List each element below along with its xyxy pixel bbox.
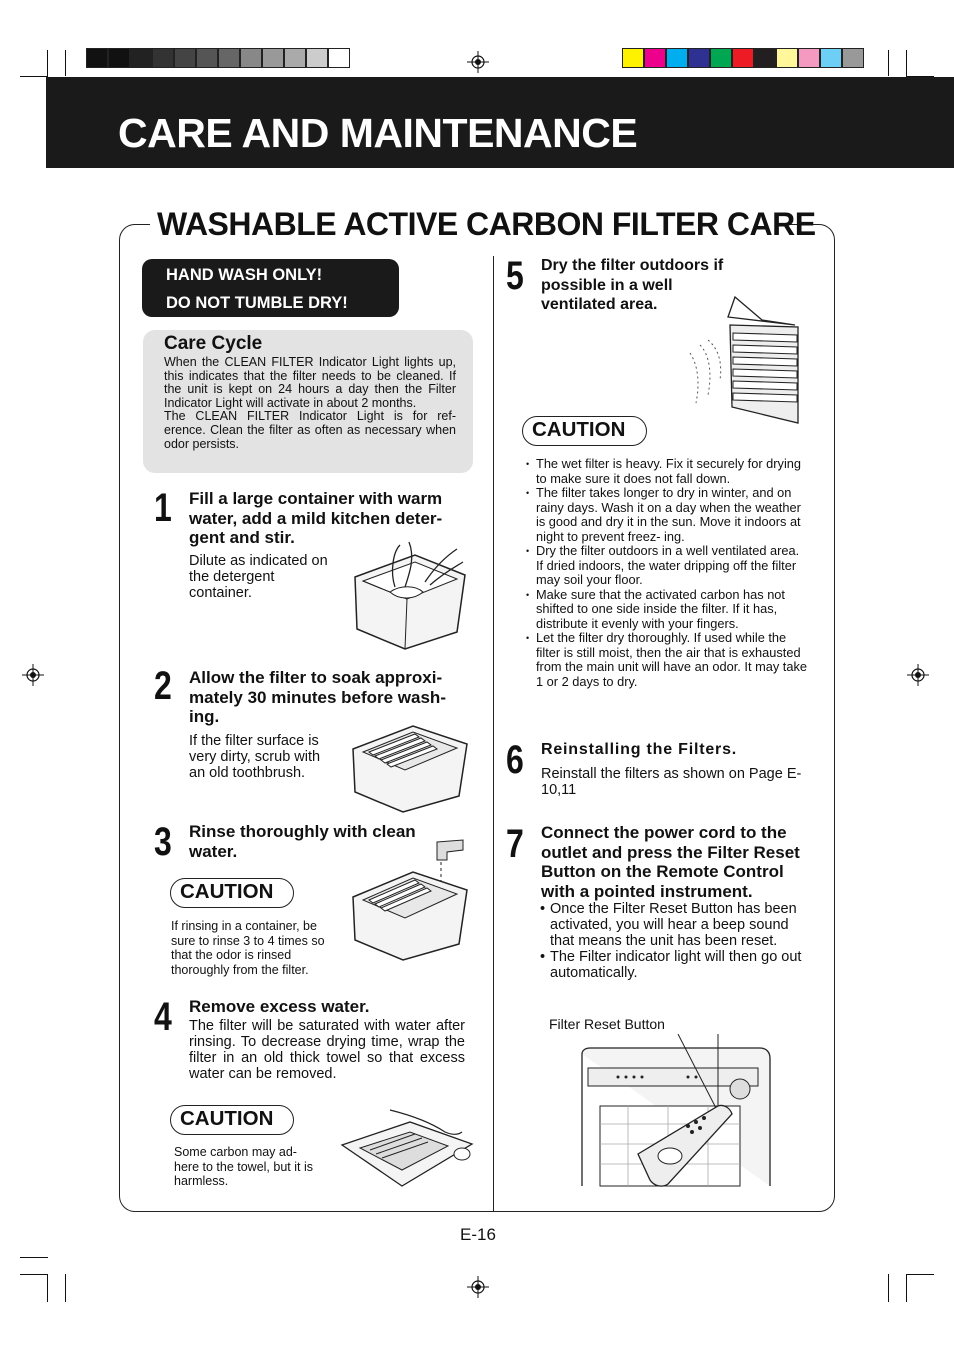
color-swatch bbox=[196, 48, 218, 68]
care-cycle-title: Care Cycle bbox=[164, 333, 263, 354]
color-swatch bbox=[174, 48, 196, 68]
color-swatch bbox=[284, 48, 306, 68]
color-swatch bbox=[798, 48, 820, 68]
caution-bullet: • Make sure that the activated carbon has not shifted to one side inside the filter. If it has, distribute it evenly with your fingers. bbox=[526, 588, 808, 632]
crop-mark bbox=[47, 1274, 48, 1302]
step-body: Reinstall the filters as shown on Page E-10,11 bbox=[541, 766, 802, 798]
color-swatch bbox=[644, 48, 666, 68]
column-divider bbox=[493, 256, 494, 1211]
registration-mark-icon bbox=[467, 51, 489, 73]
step-bullet-list bbox=[540, 901, 816, 981]
step-bullet: • Once the Filter Reset Button has been activated, you will hear a beep sound that means the unit has been reset. bbox=[540, 901, 816, 949]
step-heading: Reinstalling the Filters. bbox=[541, 741, 738, 758]
crop-mark bbox=[888, 50, 889, 76]
figure-label: Filter Reset Button bbox=[549, 1016, 665, 1032]
color-swatch bbox=[688, 48, 710, 68]
color-swatch bbox=[328, 48, 350, 68]
notice-line: HAND WASH ONLY! bbox=[166, 266, 323, 284]
notice-line: DO NOT TUMBLE DRY! bbox=[166, 294, 348, 312]
page-number: E-16 bbox=[460, 1225, 496, 1244]
color-swatch bbox=[842, 48, 864, 68]
step-body: Dilute as indicated on the detergent container. bbox=[189, 553, 328, 601]
hanging-filter-illustration bbox=[680, 295, 810, 425]
crop-mark bbox=[20, 76, 48, 77]
step-number: 3 bbox=[154, 820, 172, 864]
caution-badge: CAUTION bbox=[170, 1105, 294, 1135]
crop-mark bbox=[65, 50, 66, 76]
towel-wrap-illustration bbox=[340, 1100, 475, 1190]
soaking-filter-illustration bbox=[345, 714, 475, 814]
color-swatch bbox=[776, 48, 798, 68]
remote-control-unit-illustration bbox=[578, 1034, 778, 1189]
registration-mark-icon bbox=[467, 1276, 489, 1298]
caution-bullet: • Let the filter dry thoroughly. If used while the filter is still moist, then the air that is exhausted from the main unit will have an odor. It may take 1 or 2 days to dry. bbox=[526, 631, 808, 689]
section-title: WASHABLE ACTIVE CARBON FILTER CARE bbox=[157, 206, 816, 242]
color-swatch bbox=[754, 48, 776, 68]
color-swatch bbox=[820, 48, 842, 68]
step-heading: Allow the filter to soak approxi- mately 30 minutes before wash- ing. bbox=[189, 668, 446, 726]
page-title: CARE AND MAINTENANCE bbox=[118, 110, 638, 156]
step-number: 6 bbox=[506, 738, 524, 782]
step-heading: Dry the filter outdoors if possible in a well ventilated area. bbox=[541, 257, 724, 313]
caution-bullet: • Dry the filter outdoors in a well ventilated area. If dried indoors, the water dripping off the filter may soil your floor. bbox=[526, 544, 808, 588]
caution-bullet: • The filter takes longer to dry in winter, and on rainy days. Wash it on a day when the weather is good and dry it in the sun. Move it indoors at night to prevent freez- ing. bbox=[526, 486, 808, 544]
color-swatch bbox=[710, 48, 732, 68]
step-number: 2 bbox=[154, 664, 172, 708]
crop-mark bbox=[65, 1274, 66, 1302]
container-hands-illustration bbox=[345, 537, 475, 652]
caution-bullet: • The wet filter is heavy. Fix it securely for drying to make sure it does not fall down. bbox=[526, 457, 808, 486]
color-swatch bbox=[152, 48, 174, 68]
caution-bullet-list bbox=[526, 457, 808, 689]
color-swatch bbox=[240, 48, 262, 68]
color-swatch bbox=[666, 48, 688, 68]
crop-mark bbox=[20, 1274, 48, 1275]
color-swatch bbox=[732, 48, 754, 68]
care-cycle-paragraph: The CLEAN FILTER Indicator Light is for ref- erence. Clean the filter as often as necessary when odor persists. bbox=[164, 409, 456, 451]
color-swatch bbox=[218, 48, 240, 68]
step-bullet: • The Filter indicator light will then go out automatically. bbox=[540, 949, 816, 981]
step-number: 4 bbox=[154, 995, 172, 1039]
hand-wash-notice bbox=[142, 259, 399, 317]
step-number: 7 bbox=[506, 822, 524, 866]
crop-mark bbox=[906, 1274, 934, 1275]
step-number: 5 bbox=[506, 254, 524, 298]
color-swatch bbox=[622, 48, 644, 68]
step-heading: Rinse thoroughly with clean water. bbox=[189, 822, 416, 861]
step-number: 1 bbox=[154, 486, 172, 530]
crop-mark bbox=[906, 1274, 907, 1302]
registration-mark-icon bbox=[907, 664, 929, 686]
color-swatch bbox=[130, 48, 152, 68]
caution-text: If rinsing in a container, be sure to rinse 3 to 4 times so that the odor is rinsed thoroughly from the filter. bbox=[171, 919, 325, 977]
color-swatch bbox=[306, 48, 328, 68]
step-heading: Remove excess water. bbox=[189, 997, 370, 1016]
registration-mark-icon bbox=[22, 664, 44, 686]
step-body: The filter will be saturated with water after rinsing. To decrease drying time, wrap the filter in an old thick towel so that excess water can be removed. bbox=[189, 1018, 465, 1082]
color-swatch bbox=[262, 48, 284, 68]
rinsing-faucet-illustration bbox=[345, 832, 475, 962]
crop-mark bbox=[20, 1257, 48, 1258]
color-swatch bbox=[86, 48, 108, 68]
step-heading: Fill a large container with warm water, add a mild kitchen deter- gent and stir. bbox=[189, 489, 443, 547]
step-body: If the filter surface is very dirty, scrub with an old toothbrush. bbox=[189, 733, 321, 781]
crop-mark bbox=[888, 1274, 889, 1302]
crop-mark bbox=[47, 50, 48, 76]
care-cycle-paragraph: When the CLEAN FILTER Indicator Light lights up, this indicates that the filter needs to be cleaned. If the unit is kept on 24 hours a day then the Filter Indicator Light will activate in about 2 months. bbox=[164, 355, 456, 410]
crop-mark bbox=[906, 50, 907, 76]
step-heading: Connect the power cord to the outlet and press the Filter Reset Button on the Remote Control with a pointed instrument. bbox=[541, 823, 800, 901]
caution-text: Some carbon may ad- here to the towel, but it is harmless. bbox=[174, 1145, 313, 1188]
color-swatch bbox=[108, 48, 130, 68]
caution-badge: CAUTION bbox=[170, 878, 294, 908]
caution-badge: CAUTION bbox=[522, 416, 647, 446]
care-cycle-text bbox=[164, 356, 456, 451]
